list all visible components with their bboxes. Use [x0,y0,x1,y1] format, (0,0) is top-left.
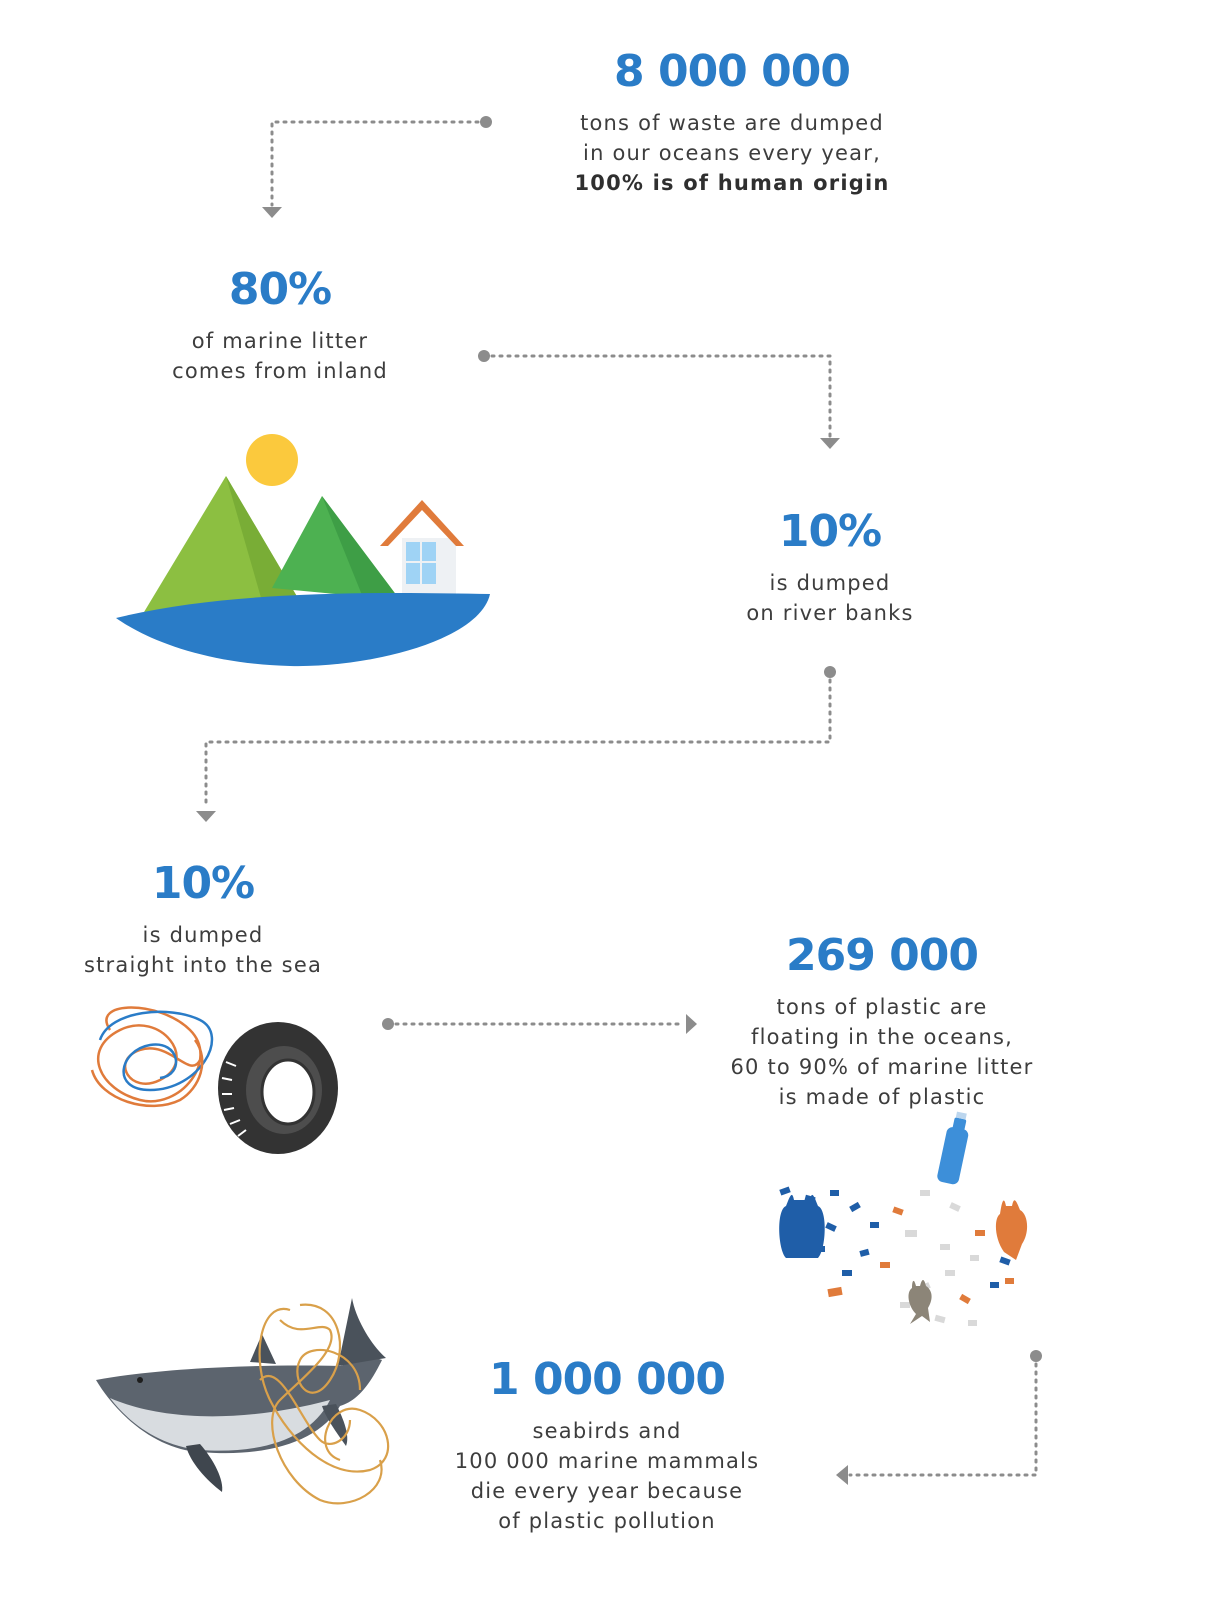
stat-value: 269 000 [785,930,978,981]
stat-caption-line: comes from inland [172,359,388,383]
arrow-down-icon [196,811,216,822]
stat-caption-line: 60 to 90% of marine litter [730,1055,1034,1079]
connector-3 [206,672,830,808]
arrow-left-icon [836,1465,848,1485]
stat-wildlife [452,1354,762,1536]
connector-dot [1030,1350,1042,1362]
stat-caption-line: seabirds and [532,1419,682,1443]
stat-value: 10% [151,858,255,909]
stat-value: 10% [778,506,882,557]
connector-5 [850,1356,1036,1475]
tangled-ropes-and-tire-icon [92,1008,338,1155]
arrow-right-icon [686,1014,697,1034]
stat-inland [150,264,410,386]
stat-value: 8 000 000 [614,46,850,97]
mountains-house-lake-icon [116,434,490,666]
stat-caption-line: die every year because [470,1479,744,1503]
stat-caption-line: tons of waste are dumped [580,111,884,135]
connector-dot [382,1018,394,1030]
stat-caption-line: of marine litter [191,329,369,353]
stat-caption-line: tons of plastic are [776,995,988,1019]
shark-entangled-in-net-icon [96,1298,388,1503]
connector-dot [824,666,836,678]
stat-caption-line: is dumped [769,571,891,595]
stat-caption-line: floating in the oceans, [751,1025,1013,1049]
stat-river-banks [720,506,940,628]
stat-caption-line: in our oceans every year, [583,141,881,165]
stat-caption-line: straight into the sea [83,953,323,977]
stat-caption-line: is dumped [142,923,264,947]
stat-value: 1 000 000 [489,1354,725,1405]
connector-2 [484,356,830,436]
arrow-down-icon [262,207,282,218]
stat-caption-line: of plastic pollution [498,1509,716,1533]
connector-dot [478,350,490,362]
stat-plastic [722,930,1042,1112]
arrow-down-icon [820,438,840,449]
floating-plastic-debris-icon [779,1110,1027,1326]
connector-1 [272,122,486,205]
stat-value: 80% [228,264,332,315]
stat-caption-line: is made of plastic [778,1085,986,1109]
stat-total-waste [552,46,912,198]
stat-caption-emphasis: 100% is of human origin [574,171,890,195]
stat-caption-line: on river banks [746,601,914,625]
stat-into-sea [68,858,338,980]
stat-caption-line: 100 000 marine mammals [454,1449,760,1473]
connector-dot [480,116,492,128]
